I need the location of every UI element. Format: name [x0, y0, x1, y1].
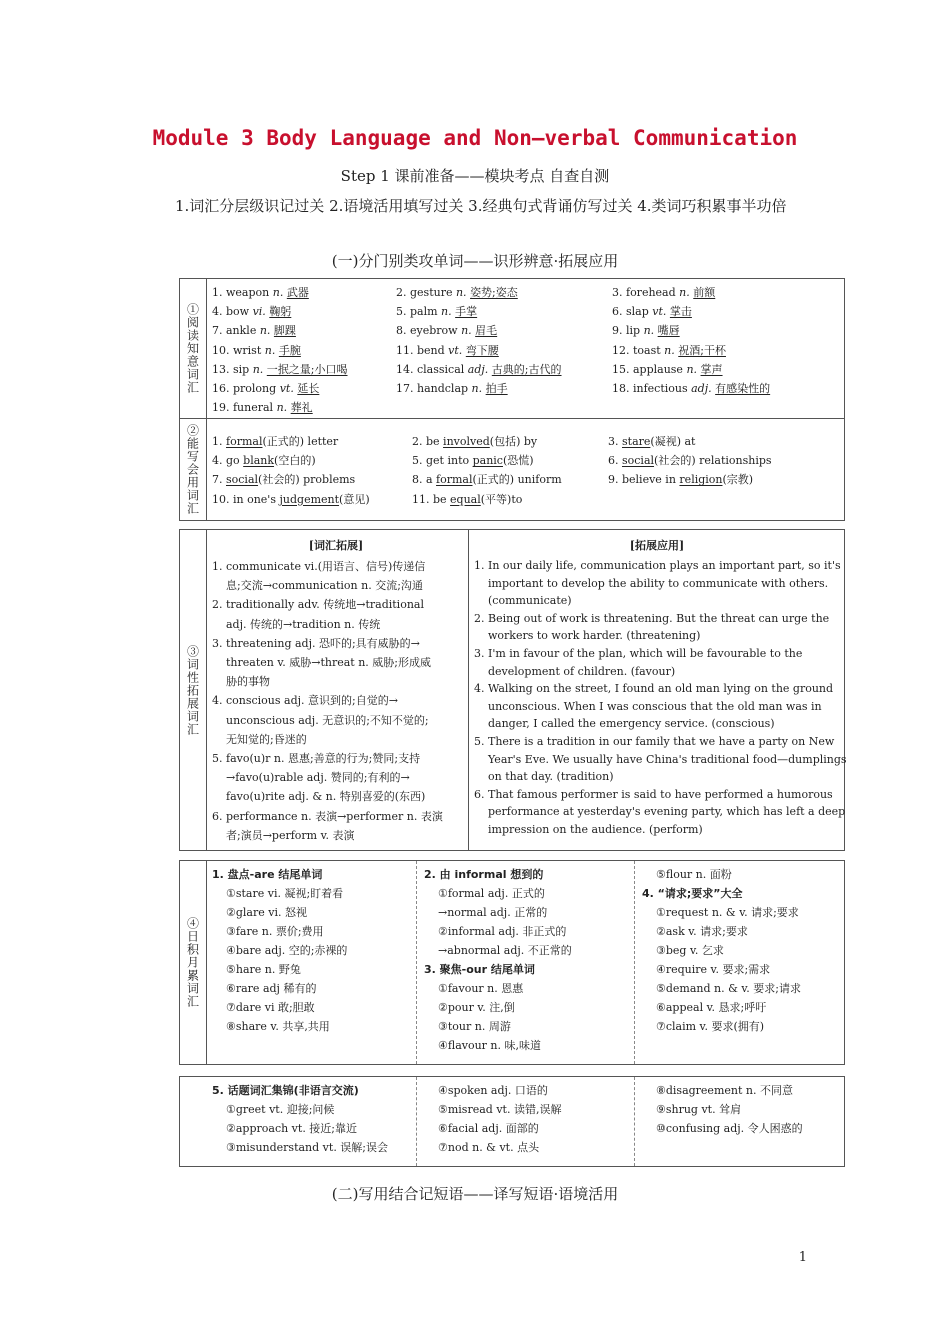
word-column: [424, 1081, 561, 1157]
answer-word: social: [622, 454, 655, 468]
text-line: 息;交流→communication n. 交流;沟通: [226, 579, 423, 593]
word-item: ③misunderstand vt. 误解;误会: [226, 1141, 389, 1154]
part-of-speech: n.: [455, 286, 467, 299]
extension-vocab-box: [179, 529, 845, 851]
section-heading-1: (一)分门别类攻单词——识形辨意·拓展应用: [331, 252, 619, 270]
text-line: 6. performance n. 表演→performer n. 表演: [212, 809, 443, 823]
answer-word: 祝酒;干杯: [678, 343, 726, 357]
word-item: ③fare n. 票价;费用: [226, 925, 324, 938]
word-column: [424, 865, 572, 1055]
word-item: ⑦claim v. 要求(拥有): [656, 1020, 765, 1033]
phrase-entry: 6. social(社会的) relationships: [608, 454, 772, 468]
part-of-speech: n.: [471, 382, 483, 395]
phrase-entry: 5. get into panic(恐慌): [412, 454, 534, 468]
word-item: ④flavour n. 味,味道: [438, 1039, 542, 1052]
answer-word: social: [226, 473, 259, 487]
answer-word: 一抿之量;小口喝: [266, 362, 348, 376]
text-line: 3. threatening adj. 恐吓的;具有威胁的→: [212, 636, 420, 650]
writing-vocab-box: [179, 418, 845, 521]
topic-vocab-box: [179, 1076, 845, 1167]
box-label: ③词性拓展词汇: [180, 530, 207, 850]
text-line: on that day. (tradition): [488, 770, 614, 784]
answer-word: 嘴唇: [657, 324, 680, 338]
vocab-extension-column: [212, 536, 460, 845]
answer-word: 拍手: [485, 382, 508, 395]
text-line: threaten v. 威胁→threat n. 威胁;形成威: [226, 656, 431, 670]
part-of-speech: n.: [461, 324, 472, 338]
answer-word: 葬礼: [290, 401, 313, 415]
word-item: ③tour n. 周游: [438, 1020, 511, 1033]
part-of-speech: n.: [441, 305, 452, 319]
phrase-entry: 10. in one's judgement(意见): [212, 492, 370, 506]
word-item: ①favour n. 恩惠: [438, 982, 524, 995]
word-item: ②ask v. 请求;要求: [656, 925, 748, 938]
word-item: ④bare adj. 空的;赤裸的: [226, 944, 348, 957]
column-header: [词汇拓展]: [308, 539, 364, 552]
word-item: ⑨shrug vt. 耸肩: [656, 1103, 742, 1116]
extension-usage-column: [474, 536, 847, 839]
text-line: 2. Being out of work is threatening. But the threat can urge the: [474, 611, 830, 625]
word-item: ⑦dare vi 敢;胆敢: [226, 1001, 315, 1014]
part-of-speech: n.: [686, 362, 698, 376]
word-item: ⑥facial adj. 面部的: [438, 1122, 539, 1135]
answer-word: religion: [679, 473, 723, 487]
text-line: unconscious. When I was conscious that the old man was in: [488, 699, 822, 713]
column-header: [拓展应用]: [629, 539, 685, 552]
phrase-entry: 3. stare(凝视) at: [608, 435, 696, 448]
answer-word: blank: [243, 454, 275, 468]
group-heading: 5. 话题词汇集锦(非语言交流): [212, 1084, 359, 1097]
vocab-entry: 7. ankle n. 脚踝: [212, 324, 296, 338]
text-line: 5. favo(u)r n. 恩惠;善意的行为;赞同;支持: [212, 752, 421, 766]
word-item: ⑧disagreement n. 不同意: [656, 1084, 793, 1097]
word-item: ⑦nod n. & vt. 点头: [438, 1141, 540, 1154]
vocab-entry: 17. handclap n. 拍手: [396, 382, 508, 395]
phrase-entry: 4. go blank(空白的): [212, 454, 316, 468]
accumulated-vocab-box: [179, 860, 845, 1065]
text-line: 无知觉的;昏迷的: [226, 732, 307, 746]
word-item: ②informal adj. 非正式的: [438, 925, 567, 938]
word-item: ⑩confusing adj. 令人困惑的: [656, 1122, 803, 1135]
answer-word: equal: [450, 492, 481, 506]
intro-text: 1.词汇分层级识记过关 2.语境活用填写过关 3.经典句式背诵仿写过关 4.类词巧积累事半功倍: [175, 197, 787, 215]
answer-word: panic: [472, 454, 503, 468]
text-line: 4. Walking on the street, I found an old man lying on the ground: [474, 682, 834, 696]
answer-word: 姿势;姿态: [470, 286, 518, 299]
word-column: [212, 1081, 388, 1157]
text-line: important to develop the ability to communicate with others.: [488, 576, 829, 590]
part-of-speech: n.: [679, 286, 690, 299]
part-of-speech: vt.: [652, 305, 667, 319]
word-item: ⑤hare n. 野兔: [226, 963, 301, 976]
page-number: 1: [798, 1250, 807, 1265]
answer-word: 前额: [693, 286, 716, 299]
vocab-entry: 18. infectious adj. 有感染性的: [612, 382, 771, 395]
box-label: ④日积月累词汇: [180, 861, 207, 1064]
writing-vocab-list: [206, 419, 844, 520]
vocab-entry: 16. prolong vt. 延长: [212, 382, 320, 395]
group-heading: 4. “请求;要求”大全: [642, 887, 743, 900]
answer-word: formal: [436, 473, 473, 487]
word-item: ⑤misread vt. 读错,误解: [438, 1103, 562, 1116]
part-of-speech: n.: [252, 362, 264, 376]
text-line: workers to work harder. (threatening): [488, 629, 701, 643]
word-item: ⑤demand n. & v. 要求;请求: [656, 982, 801, 995]
phrase-entry: 8. a formal(正式的) uniform: [412, 473, 562, 487]
box-label: ②能写会用词汇: [180, 419, 207, 520]
text-line: 1. In our daily life, communication plays an important part, so it's: [474, 559, 841, 572]
answer-word: 眉毛: [475, 324, 498, 338]
group-heading: 1. 盘点-are 结尾单词: [212, 868, 323, 881]
section-heading-2: (二)写用结合记短语——译写短语·语境活用: [331, 1185, 619, 1203]
word-item: →normal adj. 正常的: [438, 906, 548, 919]
answer-word: 掌击: [669, 305, 692, 319]
vocab-entry: 8. eyebrow n. 眉毛: [396, 324, 498, 338]
answer-word: judgement: [279, 492, 340, 506]
text-line: 6. That famous performer is said to have performed a humorous: [474, 787, 833, 801]
answer-word: 手掌: [455, 305, 478, 319]
answer-word: stare: [622, 435, 651, 448]
word-item: ②glare vi. 怒视: [226, 906, 307, 919]
vocab-entry: 15. applause n. 掌声: [612, 362, 723, 376]
answer-word: 武器: [286, 286, 309, 299]
vocab-entry: 9. lip n. 嘴唇: [612, 324, 680, 338]
word-item: ⑥appeal v. 恳求;呼吁: [656, 1001, 767, 1014]
word-item: ⑤flour n. 面粉: [656, 868, 732, 881]
phrase-entry: 1. formal(正式的) letter: [212, 435, 339, 448]
word-item: ④require v. 要求;需求: [656, 963, 771, 976]
text-line: impression on the audience. (perform): [488, 822, 703, 836]
vocab-entry: 5. palm n. 手掌: [396, 305, 478, 319]
answer-word: 手腕: [278, 343, 301, 357]
box-label: ①阅读知意词汇: [180, 279, 207, 418]
text-line: unconscious adj. 无意识的;不知不觉的;: [226, 713, 429, 727]
answer-word: 有感染性的: [715, 382, 771, 395]
part-of-speech: adj.: [467, 362, 489, 376]
text-line: performance at yesterday's evening party, which has left a deep: [488, 805, 846, 819]
phrase-entry: 2. be involved(包括) by: [412, 435, 538, 448]
word-column: [212, 865, 347, 1036]
answer-word: 脚踝: [273, 324, 296, 338]
part-of-speech: n.: [259, 324, 271, 338]
vocab-entry: 2. gesture n. 姿势;姿态: [396, 286, 518, 299]
module-title: Module 3 Body Language and Non—verbal Communication: [152, 126, 798, 150]
word-item: ①formal adj. 正式的: [438, 887, 545, 900]
answer-word: 弯下腰: [465, 343, 499, 357]
answer-word: 延长: [297, 382, 320, 395]
part-of-speech: n.: [664, 343, 675, 357]
phrase-entry: 7. social(社会的) problems: [212, 473, 356, 487]
reading-vocab-list: [206, 279, 844, 418]
part-of-speech: vi.: [252, 305, 266, 319]
vocab-entry: 14. classical adj. 古典的;古代的: [396, 362, 562, 376]
word-item: ①greet vt. 迎接;问候: [226, 1103, 335, 1116]
vocab-entry: 1. weapon n. 武器: [212, 286, 309, 299]
word-item: ②approach vt. 接近;靠近: [226, 1122, 358, 1135]
vocab-entry: 12. toast n. 祝酒;干杯: [612, 343, 726, 357]
vocab-entry: 6. slap vt. 掌击: [612, 305, 692, 319]
group-heading: 2. 由 informal 想到的: [424, 868, 544, 881]
answer-word: 鞠躬: [269, 305, 292, 319]
vocab-entry: 11. bend vt. 弯下腰: [396, 343, 499, 357]
word-item: ⑧share v. 共享,共用: [226, 1020, 330, 1033]
text-line: →favo(u)rable adj. 赞同的;有利的→: [226, 771, 410, 785]
part-of-speech: n.: [276, 401, 288, 415]
vocab-entry: 13. sip n. 一抿之量;小口喝: [212, 362, 348, 376]
vocab-entry: 19. funeral n. 葬礼: [212, 401, 313, 415]
part-of-speech: vt.: [279, 382, 294, 395]
text-line: adj. 传统的→tradition n. 传统: [226, 617, 381, 631]
vocab-entry: 3. forehead n. 前额: [612, 286, 716, 299]
word-column: [642, 865, 801, 1036]
answer-word: 古典的;古代的: [491, 362, 562, 376]
text-line: 5. There is a tradition in our family that we have a party on New: [474, 734, 835, 748]
answer-word: involved: [443, 435, 490, 448]
vocab-entry: 4. bow vi. 鞠躬: [212, 305, 292, 319]
word-item: ②pour v. 注,倒: [438, 1001, 515, 1014]
answer-word: formal: [226, 435, 263, 448]
part-of-speech: n.: [264, 343, 276, 357]
text-line: favo(u)rite adj. & n. 特别喜爱的(东西): [226, 790, 426, 804]
word-item: ④spoken adj. 口语的: [438, 1084, 548, 1097]
phrase-entry: 11. be equal(平等)to: [412, 492, 523, 506]
word-item: ⑥rare adj 稀有的: [226, 982, 317, 995]
text-line: 1. communicate vi.(用语言、信号)传递信: [212, 560, 426, 573]
text-line: 4. conscious adj. 意识到的;自觉的→: [212, 694, 398, 708]
word-item: →abnormal adj. 不正常的: [438, 944, 572, 957]
part-of-speech: n.: [272, 286, 284, 299]
text-line: (communicate): [488, 594, 572, 608]
reading-vocab-box: [179, 278, 845, 419]
text-line: Year's Eve. We usually have China's traditional food—dumplings: [488, 752, 847, 766]
part-of-speech: n.: [643, 324, 655, 338]
vocab-entry: 10. wrist n. 手腕: [212, 343, 301, 357]
phrase-entry: 9. believe in religion(宗教): [608, 473, 754, 487]
part-of-speech: adj.: [691, 382, 712, 395]
answer-word: 掌声: [700, 362, 723, 376]
word-column: [642, 1081, 803, 1138]
part-of-speech: vt.: [448, 343, 463, 357]
group-heading: 3. 聚焦-our 结尾单词: [424, 963, 535, 976]
text-line: 3. I'm in favour of the plan, which will be favourable to the: [474, 646, 803, 660]
word-item: ①request n. & v. 请求;要求: [656, 906, 799, 919]
text-line: 2. traditionally adv. 传统地→traditional: [212, 598, 424, 612]
word-item: ③beg v. 乞求: [656, 944, 724, 957]
text-line: 胁的事物: [226, 675, 270, 689]
text-line: 者;演员→perform v. 表演: [226, 828, 355, 842]
word-item: ①stare vi. 凝视;盯着看: [226, 887, 344, 900]
text-line: danger, I called the emergency service. (conscious): [488, 717, 775, 731]
step-heading: Step 1 课前准备——模块考点 自查自测: [340, 167, 610, 185]
text-line: development of children. (favour): [488, 664, 676, 678]
